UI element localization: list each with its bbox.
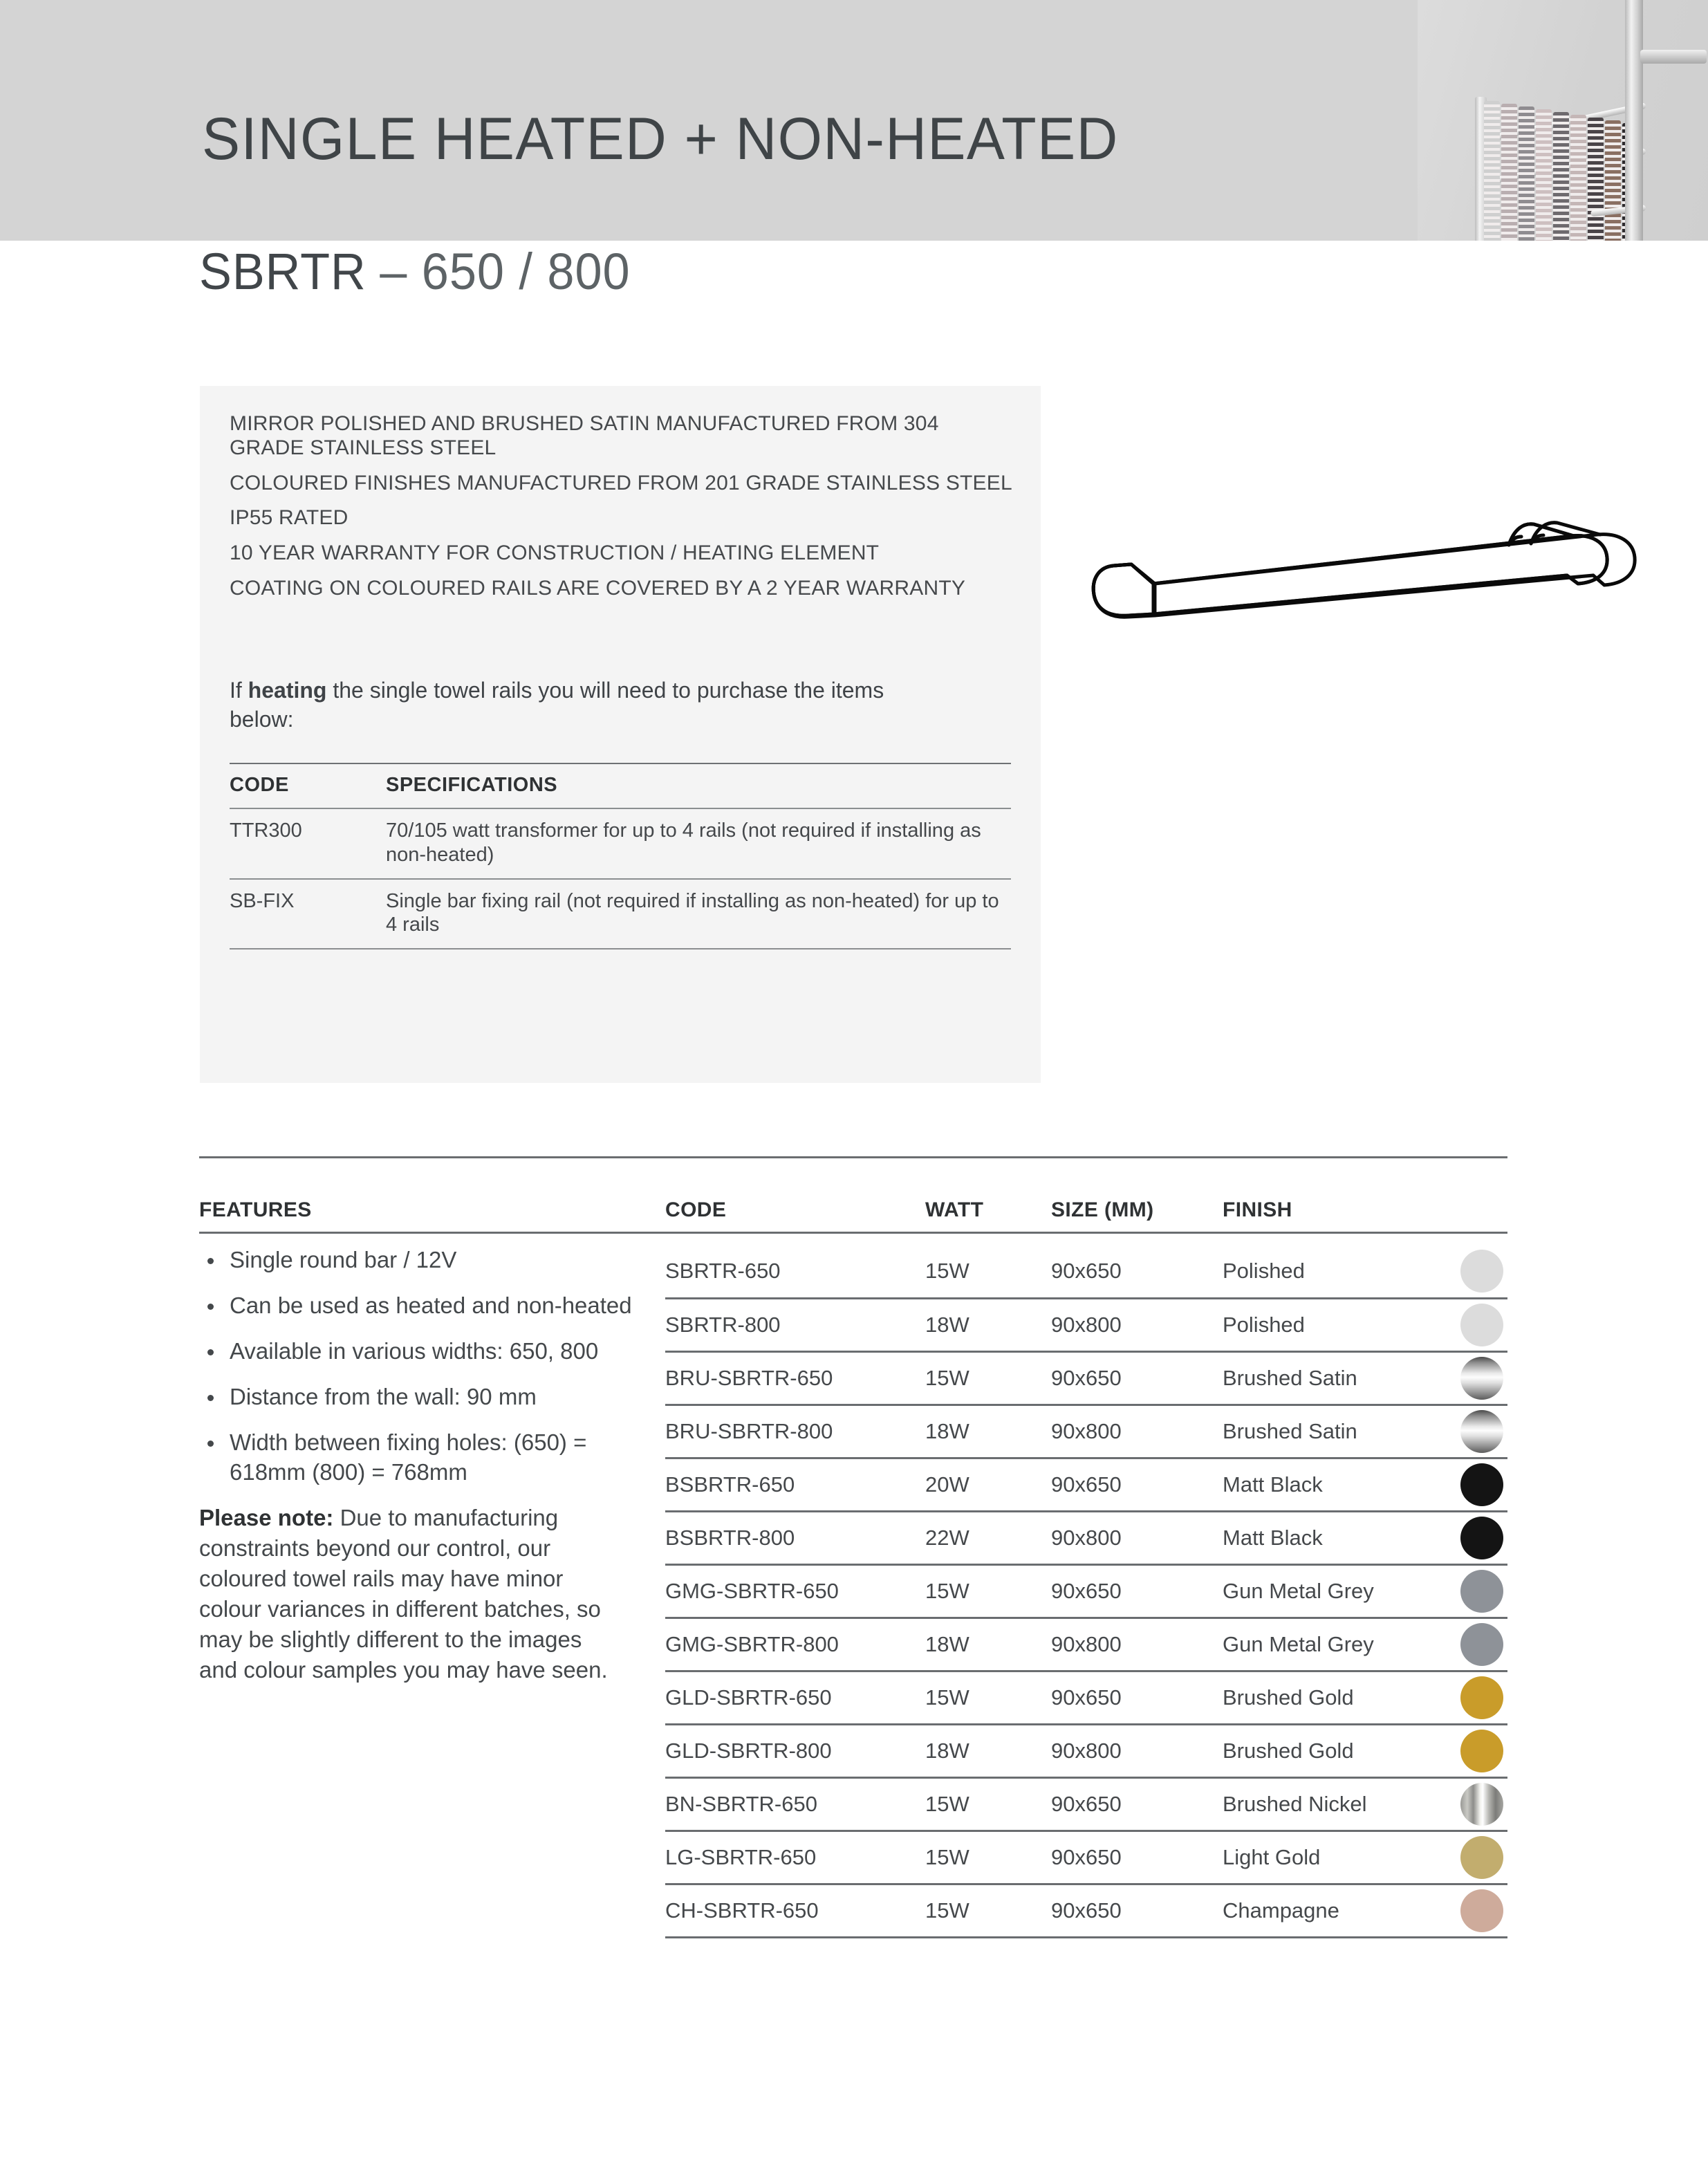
- page-header-band: [0, 0, 1708, 241]
- table-row: [665, 1298, 1507, 1351]
- accessory-table: [230, 763, 1011, 949]
- product-code: BSBRTR-650: [665, 1458, 925, 1511]
- specification-box: [200, 386, 1041, 1083]
- product-watt: 18W: [925, 1724, 1051, 1777]
- product-size: 90x800: [1051, 1724, 1223, 1777]
- heating-note-emphasis: heating: [248, 678, 327, 703]
- finish-swatch-cell: [1434, 1564, 1507, 1618]
- heating-note-suffix: the single towel rails you will need to purchase the items below:: [230, 678, 884, 732]
- accessory-specification: 70/105 watt transformer for up to 4 rails (not required if installing as non-heated): [386, 808, 1011, 879]
- product-watt: 15W: [925, 1564, 1051, 1618]
- product-variants-body: [665, 1245, 1507, 1937]
- accessory-row: [230, 879, 1011, 949]
- product-finish: Brushed Satin: [1223, 1405, 1434, 1458]
- accessory-specification: Single bar fixing rail (not required if installing as non-heated) for up to 4 rails: [386, 879, 1011, 949]
- finish-swatch-brushed-gold: [1460, 1676, 1503, 1719]
- finish-swatch-brushed-gold: [1460, 1730, 1503, 1772]
- product-finish: Light Gold: [1223, 1831, 1434, 1884]
- finish-swatch-cell: [1434, 1618, 1507, 1671]
- feature-item: Single round bar / 12V: [199, 1245, 642, 1275]
- towel: [1570, 115, 1586, 241]
- product-watt: 18W: [925, 1405, 1051, 1458]
- specification-line: 10 YEAR WARRANTY FOR CONSTRUCTION / HEATING ELEMENT: [230, 541, 880, 565]
- product-finish: Matt Black: [1223, 1458, 1434, 1511]
- finish-swatch-cell: [1434, 1831, 1507, 1884]
- product-code: SBRTR-650: [665, 1245, 925, 1298]
- product-watt: 15W: [925, 1351, 1051, 1405]
- product-code: GMG-SBRTR-650: [665, 1564, 925, 1618]
- accessory-code: SB-FIX: [230, 879, 386, 949]
- product-watt: 15W: [925, 1671, 1051, 1724]
- accessory-table-body: [230, 808, 1011, 949]
- product-size: 90x650: [1051, 1351, 1223, 1405]
- specification-line: COATING ON COLOURED RAILS ARE COVERED BY A 2 YEAR WARRANTY: [230, 576, 966, 600]
- product-watt: 20W: [925, 1458, 1051, 1511]
- feature-item: Can be used as heated and non-heated: [199, 1290, 642, 1321]
- product-finish: Matt Black: [1223, 1511, 1434, 1564]
- product-watt: 22W: [925, 1511, 1051, 1564]
- towel: [1519, 106, 1534, 241]
- accessory-code: TTR300: [230, 808, 386, 879]
- finish-swatch-matt-black: [1460, 1463, 1503, 1506]
- product-code: BSBRTR-800: [665, 1511, 925, 1564]
- please-note-label: Please note:: [199, 1505, 334, 1531]
- finish-swatch-polished: [1460, 1304, 1503, 1346]
- product-title-sizes: – 650 / 800: [380, 243, 631, 300]
- finish-swatch-gun-metal-grey: [1460, 1570, 1503, 1613]
- feature-item: Available in various widths: 650, 800: [199, 1336, 642, 1367]
- finish-swatch-cell: [1434, 1511, 1507, 1564]
- specification-line: MIRROR POLISHED AND BRUSHED SATIN MANUFACTURED FROM 304 GRADE STAINLESS STEEL: [230, 412, 939, 459]
- product-code: SBRTR-800: [665, 1298, 925, 1351]
- finish-swatch-champagne: [1460, 1889, 1503, 1932]
- column-header-size: SIZE (MM): [1051, 1198, 1154, 1221]
- finish-swatch-cell: [1434, 1405, 1507, 1458]
- product-watt: 18W: [925, 1298, 1051, 1351]
- feature-item: Width between fixing holes: (650) = 618mm (800) = 768mm: [199, 1427, 642, 1488]
- please-note-paragraph: [199, 1503, 614, 1685]
- table-row: [665, 1777, 1507, 1831]
- finish-swatch-cell: [1434, 1245, 1507, 1298]
- specification-line: COLOURED FINISHES MANUFACTURED FROM 201 GRADE STAINLESS STEEL: [230, 471, 1012, 494]
- towel: [1605, 120, 1621, 241]
- towel: [1501, 104, 1517, 241]
- product-size: 90x650: [1051, 1777, 1223, 1831]
- table-row: [665, 1405, 1507, 1458]
- column-header-code: CODE: [665, 1198, 727, 1221]
- towel: [1536, 109, 1552, 241]
- table-row: [665, 1724, 1507, 1777]
- specification-list: [230, 412, 1018, 612]
- product-line-drawings: [1079, 512, 1660, 1010]
- product-watt: 15W: [925, 1777, 1051, 1831]
- product-watt: 18W: [925, 1618, 1051, 1671]
- product-size: 90x650: [1051, 1458, 1223, 1511]
- accessory-header-specifications: SPECIFICATIONS: [386, 763, 1011, 808]
- table-row: [665, 1618, 1507, 1671]
- column-header-features: FEATURES: [199, 1198, 312, 1221]
- hanging-towels: [1484, 101, 1643, 241]
- table-row: [665, 1884, 1507, 1937]
- ladder-post-right: [1625, 0, 1643, 241]
- product-size: 90x800: [1051, 1405, 1223, 1458]
- product-code: BRU-SBRTR-800: [665, 1405, 925, 1458]
- product-code: GLD-SBRTR-650: [665, 1671, 925, 1724]
- heating-note-prefix: If: [230, 678, 248, 703]
- product-code: BRU-SBRTR-650: [665, 1351, 925, 1405]
- please-note-text: Due to manufacturing constraints beyond our control, our coloured towel rails may have minor colour variances in different batches, so may be slightly different to the images and colour samples you may have seen.: [199, 1505, 608, 1683]
- product-size: 90x800: [1051, 1511, 1223, 1564]
- table-row: [665, 1511, 1507, 1564]
- finish-swatch-cell: [1434, 1671, 1507, 1724]
- features-column: [199, 1245, 642, 1685]
- product-watt: 15W: [925, 1884, 1051, 1937]
- product-finish: Brushed Gold: [1223, 1724, 1434, 1777]
- towel: [1553, 112, 1569, 241]
- product-finish: Champagne: [1223, 1884, 1434, 1937]
- table-row: [665, 1458, 1507, 1511]
- product-size: 90x650: [1051, 1884, 1223, 1937]
- finish-swatch-brushed-nickel: [1460, 1783, 1503, 1826]
- product-finish: Gun Metal Grey: [1223, 1564, 1434, 1618]
- table-row: [665, 1351, 1507, 1405]
- product-code: BN-SBRTR-650: [665, 1777, 925, 1831]
- towel: [1484, 101, 1500, 241]
- product-finish: Brushed Gold: [1223, 1671, 1434, 1724]
- product-size: 90x650: [1051, 1831, 1223, 1884]
- feature-item: Distance from the wall: 90 mm: [199, 1382, 642, 1412]
- product-code: CH-SBRTR-650: [665, 1884, 925, 1937]
- product-size: 90x650: [1051, 1671, 1223, 1724]
- product-size: 90x650: [1051, 1564, 1223, 1618]
- product-code: LG-SBRTR-650: [665, 1831, 925, 1884]
- column-header-watt: WATT: [925, 1198, 984, 1221]
- towel-ladder-photo: [1418, 0, 1708, 241]
- product-size: 90x800: [1051, 1618, 1223, 1671]
- finish-swatch-cell: [1434, 1724, 1507, 1777]
- finish-swatch-cell: [1434, 1884, 1507, 1937]
- accessory-header-row: [230, 763, 1011, 808]
- table-row: [665, 1564, 1507, 1618]
- product-watt: 15W: [925, 1245, 1051, 1298]
- product-title-code: SBRTR: [199, 243, 366, 300]
- product-watt: 15W: [925, 1831, 1051, 1884]
- single-rail-drawing-3: [1079, 512, 1653, 643]
- finish-swatch-cell: [1434, 1458, 1507, 1511]
- product-finish: Brushed Satin: [1223, 1351, 1434, 1405]
- table-row: [665, 1831, 1507, 1884]
- product-finish: Brushed Nickel: [1223, 1777, 1434, 1831]
- finish-swatch-cell: [1434, 1351, 1507, 1405]
- product-title: [199, 243, 631, 300]
- specification-line: IP55 RATED: [230, 506, 349, 530]
- accessory-row: [230, 808, 1011, 879]
- finish-swatch-cell: [1434, 1298, 1507, 1351]
- finish-swatch-brushed-satin: [1460, 1357, 1503, 1400]
- finish-swatch-cell: [1434, 1777, 1507, 1831]
- product-size: 90x650: [1051, 1245, 1223, 1298]
- accessory-table-head: [230, 763, 1011, 808]
- finish-swatch-polished: [1460, 1250, 1503, 1293]
- features-list: [199, 1245, 642, 1488]
- product-code: GLD-SBRTR-800: [665, 1724, 925, 1777]
- finish-swatch-light-gold: [1460, 1836, 1503, 1879]
- finish-swatch-brushed-satin: [1460, 1410, 1503, 1453]
- main-product-section: [199, 1156, 1507, 1923]
- page-header-title: SINGLE HEATED + NON-HEATED: [202, 106, 1119, 172]
- finish-swatch-gun-metal-grey: [1460, 1623, 1503, 1666]
- heating-note: [230, 676, 907, 734]
- accessory-header-code: CODE: [230, 763, 386, 808]
- column-header-finish: FINISH: [1223, 1198, 1292, 1221]
- towel: [1588, 118, 1604, 241]
- product-finish: Polished: [1223, 1245, 1434, 1298]
- product-finish: Gun Metal Grey: [1223, 1618, 1434, 1671]
- table-row: [665, 1671, 1507, 1724]
- product-code: GMG-SBRTR-800: [665, 1618, 925, 1671]
- product-finish: Polished: [1223, 1298, 1434, 1351]
- finish-swatch-matt-black: [1460, 1517, 1503, 1559]
- table-row: [665, 1245, 1507, 1298]
- product-variants-table: [665, 1245, 1507, 1938]
- ladder-arm: [1640, 50, 1707, 64]
- main-table-header-row: [199, 1156, 1507, 1234]
- product-size: 90x800: [1051, 1298, 1223, 1351]
